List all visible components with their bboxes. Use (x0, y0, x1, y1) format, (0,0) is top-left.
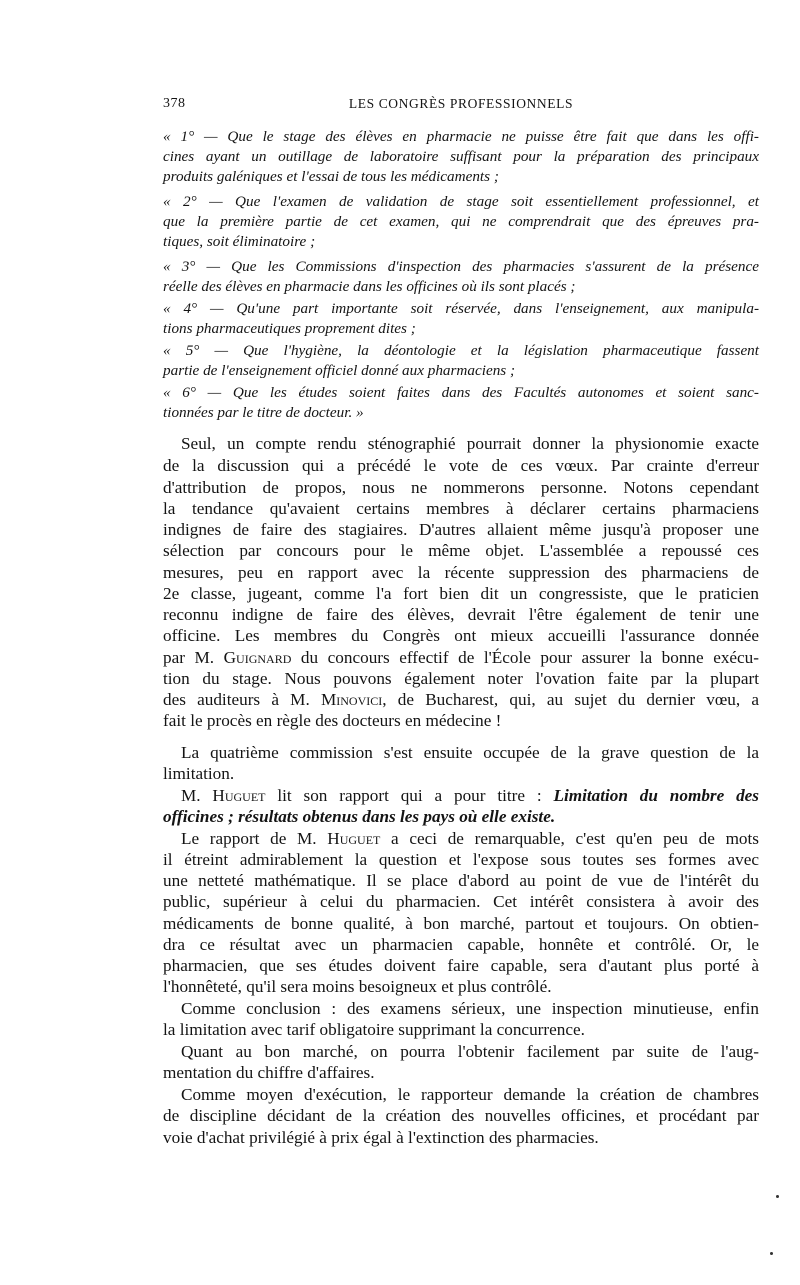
paragraph-line: la limitation avec tarif obligatoire supprimant la concurrence. (163, 1020, 585, 1039)
paragraph-line (163, 647, 759, 669)
paragraph-line: reconnu indigne de faire des élèves, devrait l'être également de tenir une (163, 605, 759, 624)
text-run: a ceci de remarquable, c'est qu'en peu de mots (380, 829, 759, 848)
paragraph-line: La quatrième commission s'est ensuite occupée de la grave question de la (181, 743, 759, 762)
text-run: M. (181, 786, 213, 805)
paragraph-line: sélection par concours pour le même objet. L'assemblée a repoussé ces (163, 541, 759, 560)
paragraph-line: une netteté mathématique. Il se place d'abord au point de vue de l'intérêt du (163, 871, 759, 890)
paragraph-line: Comme moyen d'exécution, le rapporteur demande la création de chambres (181, 1085, 759, 1104)
paragraph-line: 2e classe, jugeant, comme l'a fort bien dit un congressiste, que le praticien (163, 584, 759, 603)
paragraph-line: tion du stage. Nous pouvons également noter l'ovation faite par la plupart (163, 669, 759, 688)
paragraph-line: dra ce résultat avec un pharmacien capable, honnête et contrôlé. Or, le (163, 935, 759, 954)
vow-line: que la première partie de cet examen, qui ne comprendrait que des épreuves pra- (163, 213, 759, 230)
paragraph-line: d'attribution de propos, nous ne nommerons personne. Notons cependant (163, 478, 759, 497)
report-title-continued: officines ; résultats obtenus dans les pays où elle existe. (163, 807, 556, 826)
vow-line: « 1° — Que le stage des élèves en pharmacie ne puisse être fait que dans les offi- (163, 128, 759, 145)
text-run: des auditeurs à M. (163, 690, 321, 709)
vow-line: réelle des élèves en pharmacie dans les officines où ils sont placés ; (163, 278, 576, 295)
paragraph-line: il étreint admirablement la question et l'expose sous toutes ses formes avec (163, 850, 759, 869)
page-number: 378 (163, 96, 186, 111)
paragraph-line: voie d'achat privilégié à prix égal à l'extinction des pharmacies. (163, 1128, 599, 1147)
paragraph-line: limitation. (163, 764, 235, 783)
paragraph-line: public, supérieur à celui du pharmacien. Cet intérêt consistera à avoir des (163, 892, 759, 911)
paragraph-line: l'honnêteté, qu'il sera moins besoigneux et plus contrôlé. (163, 977, 552, 996)
paragraph-line: officine. Les membres du Congrès ont mieux accueilli l'assurance donnée (163, 626, 759, 645)
paragraph-line: Seul, un compte rendu sténographié pourrait donner la physionomie exacte (181, 434, 759, 453)
scan-speck (776, 1195, 779, 1198)
text-run: Le rapport de M. (181, 829, 328, 848)
person-name-huguet: Huguet (212, 786, 266, 805)
person-name-guignard: Guignard (223, 648, 292, 667)
paragraph-line (163, 785, 759, 807)
text-run: par M. (163, 648, 224, 667)
paragraph-line: fait le procès en règle des docteurs en médecine ! (163, 711, 502, 730)
vow-line: tions pharmaceutiques proprement dites ; (163, 320, 416, 337)
vow-line: « 4° — Qu'une part importante soit réservée, dans l'enseignement, aux manipula- (163, 300, 759, 317)
vow-line: « 3° — Que les Commissions d'inspection des pharmacies s'assurent de la présence (163, 258, 759, 275)
text-run: du concours effectif de l'École pour assurer la bonne exécu- (291, 648, 759, 667)
vow-line: « 5° — Que l'hygiène, la déontologie et la législation pharmaceutique fassent (163, 342, 759, 359)
vow-line: cines ayant un outillage de laboratoire suffisant pour la préparation des principaux (163, 148, 759, 165)
paragraph-line: la tendance qu'avaient certains membres à déclarer certains pharmaciens (163, 499, 759, 518)
paragraph-line: mentation du chiffre d'affaires. (163, 1063, 375, 1082)
text-run: , de Bucharest, qui, au sujet du dernier vœu, a (382, 690, 759, 709)
paragraph-line: indignes de faire des stagiaires. D'autres allaient même jusqu'à proposer une (163, 520, 759, 539)
vow-line: « 6° — Que les études soient faites dans des Facultés autonomes et soient sanc- (163, 384, 759, 401)
paragraph-line: Comme conclusion : des examens sérieux, une inspection minutieuse, enfin (181, 999, 759, 1018)
paragraph-line: de discipline décidant de la création des nouvelles officines, et procédant par (163, 1106, 759, 1125)
scan-speck (770, 1252, 773, 1255)
person-name-huguet: Huguet (327, 829, 381, 848)
report-title: Limitation du nombre des (553, 786, 759, 805)
paragraph-line: mesures, peu en rapport avec la récente suppression des pharmaciens de (163, 563, 759, 582)
page-header (163, 96, 759, 116)
vow-line: « 2° — Que l'examen de validation de stage soit essentiellement professionnel, et (163, 193, 759, 210)
paragraph-line: médicaments de bonne qualité, à bon marché, partout et toujours. On obtien- (163, 914, 759, 933)
paragraph-line: Quant au bon marché, on pourra l'obtenir facilement par suite de l'aug- (181, 1042, 759, 1061)
paragraph-line (163, 689, 759, 711)
vow-line: tiques, soit éliminatoire ; (163, 233, 316, 250)
vow-line: tionnées par le titre de docteur. » (163, 404, 364, 421)
paragraph-line: de la discussion qui a précédé le vote de ces vœux. Par crainte d'erreur (163, 456, 759, 475)
running-title: LES CONGRÈS PROFESSIONNELS (348, 96, 574, 111)
vow-line: partie de l'enseignement officiel donné aux pharmaciens ; (163, 362, 516, 379)
person-name-minovici: Minovici (320, 690, 383, 709)
text-run: lit son rapport qui a pour titre : (265, 786, 554, 805)
paragraph-line: pharmacien, que ses études doivent faire capable, sera d'autant plus porté à (163, 956, 759, 975)
vow-line: produits galéniques et l'essai de tous les médicaments ; (163, 168, 499, 185)
paragraph-line (163, 828, 759, 850)
